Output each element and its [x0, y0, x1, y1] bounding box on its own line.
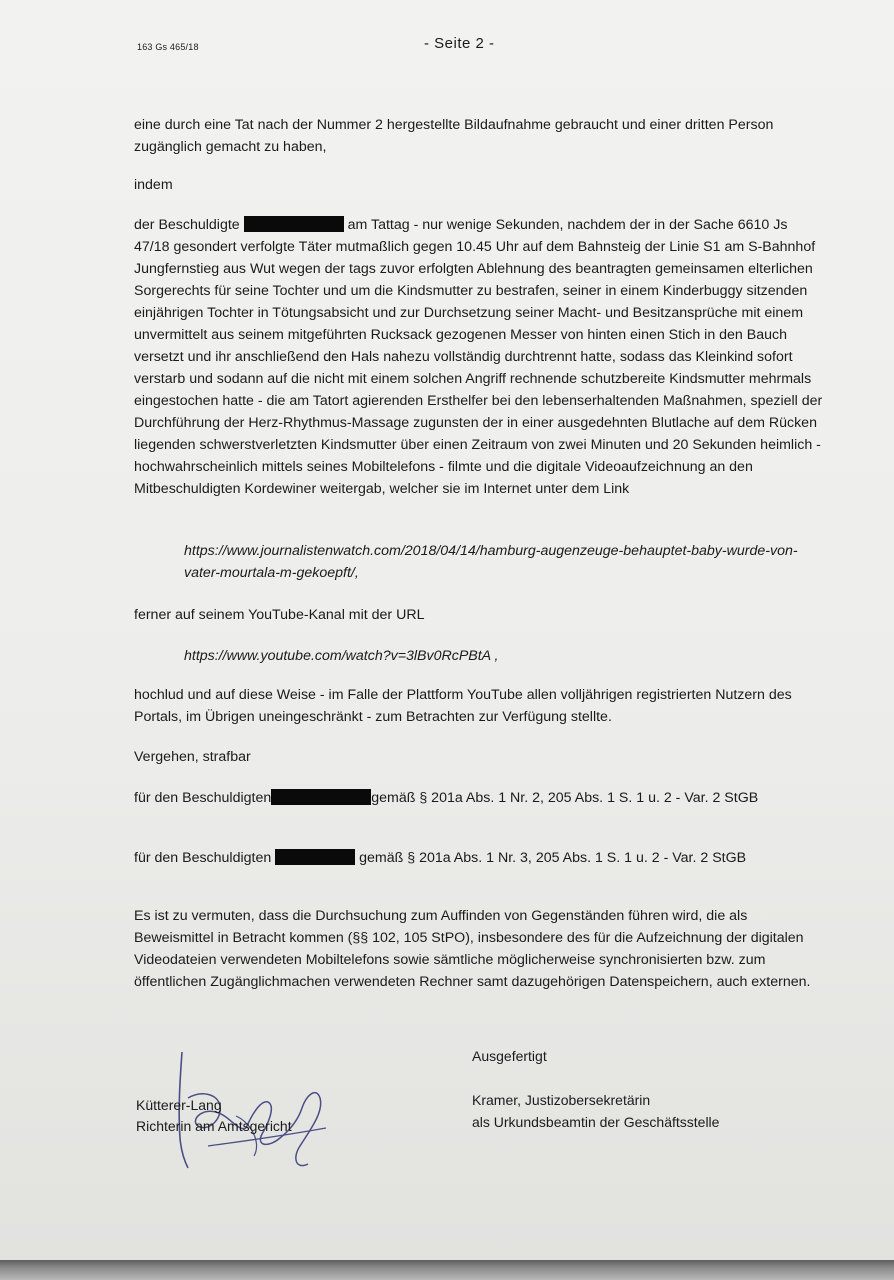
case-reference: 163 Gs 465/18 — [137, 42, 199, 52]
indem-label: indem — [134, 177, 173, 193]
charge-1-prefix: für den Beschuldigten — [134, 790, 272, 806]
main-paragraph-start: der Beschuldigte — [134, 217, 240, 233]
clerk-name: Kramer, Justizobersekretärin — [472, 1092, 651, 1108]
vergehen-label: Vergehen, strafbar — [134, 749, 251, 765]
intro-paragraph: eine durch eine Tat nach der Nummer 2 hergestellte Bildaufnahme gebraucht und einer dritten Person zugänglich gemacht zu haben, — [134, 117, 774, 155]
clerk-role: als Urkundsbeamtin der Geschäftsstelle — [472, 1114, 720, 1130]
main-paragraph — [134, 214, 824, 500]
judge-signature-block — [136, 1095, 292, 1137]
charge-1 — [134, 787, 794, 809]
judge-title: Richterin am Amtsgericht — [136, 1118, 292, 1134]
youtube-url: https://www.youtube.com/watch?v=3lBv0RcPBtA , — [184, 648, 499, 664]
page-number: - Seite 2 - — [424, 35, 495, 52]
upload-paragraph: hochlud und auf diese Weise - im Falle der Plattform YouTube allen volljährigen registrierten Nutzern des Portals, im Übrigen uneingeschränkt - zum Betrachten zur Verfügung stellte. — [134, 687, 792, 725]
ausgefertigt-block — [472, 1045, 719, 1133]
charge-2-prefix: für den Beschuldigten — [134, 850, 272, 866]
scan-shadow-edge — [0, 1260, 894, 1280]
redaction-bar — [275, 849, 355, 865]
charge-1-suffix: gemäß § 201a Abs. 1 Nr. 2, 205 Abs. 1 S. 1 u. 2 - Var. 2 StGB — [371, 790, 759, 806]
charge-2 — [134, 847, 824, 869]
redaction-bar — [244, 216, 344, 232]
judge-name: Kütterer-Lang — [136, 1097, 222, 1113]
youtube-intro: ferner auf seinem YouTube-Kanal mit der URL — [134, 607, 425, 623]
redaction-bar — [271, 789, 371, 805]
journalistenwatch-url: https://www.journalistenwatch.com/2018/04/14/hamburg-augenzeuge-behauptet-baby-wurde-von-vater-mourtala-m-gekoepft/, — [184, 543, 798, 581]
search-paragraph: Es ist zu vermuten, dass die Durchsuchung zum Auffinden von Gegenständen führen wird, die als Beweismittel in Betracht kommen (§§ 102, 105 StPO), insbesondere des für die Aufzeichnung der digitalen Videodateien verwendeten Mobiltelefons sowie sämtliche möglicherweise synchronisierten bzw. zum öffentlichen Zugänglichmachen verwendeten Rechner samt dazugehörigen Datenspeichern, auch externen. — [134, 908, 811, 990]
charge-2-suffix: gemäß § 201a Abs. 1 Nr. 3, 205 Abs. 1 S. 1 u. 2 - Var. 2 StGB — [359, 850, 747, 866]
ausgefertigt-label: Ausgefertigt — [472, 1048, 547, 1064]
main-paragraph-rest: am Tattag - nur wenige Sekunden, nachdem der in der Sache 6610 Js 47/18 gesondert verfolgte Täter mutmaßlich gegen 10.45 Uhr auf dem Bahnsteig der Linie S1 am S-Bahnhof Jungfernstieg aus Wut wegen der tags zuvor erfolgten Ablehnung des beantragten gemeinsamen elterlichen Sorgerechts für seine Tochter und um die Kindsmutter zu bestrafen, seiner in einem Kinderbuggy sitzenden einjährigen Tochter in Tötungsabsicht und zur Durchsetzung seiner Macht- und Besitzansprüche mit einem unvermittelt aus seinem mitgeführten Rucksack gezogenen Messer von hinten einen Stich in den Bauch versetzt und ihr anschließend den Hals nahezu vollständig durchtrennt hatte, sodass das Kleinkind sofort verstarb und sodann auf die nicht mit einem solchen Angriff rechnende schutzbereite Kindsmutter mehrmals eingestochen hatte - die am Tatort agierenden Ersthelfer bei den lebenserhaltenden Maßnahmen, speziell der Durchführung der Herz-Rhythmus-Massage zugunsten der in einer ausgedehnten Blutlache auf dem Rücken liegenden schwerstverletzten Kindsmutter über einen Zeitraum von zwei Minuten und 20 Sekunden heimlich - hochwahrscheinlich mittels seines Mobiltelefons - filmte und die digitale Videoaufzeichnung an den Mitbeschuldigten Kordewiner weitergab, welcher sie im Internet unter dem Link — [134, 217, 823, 497]
